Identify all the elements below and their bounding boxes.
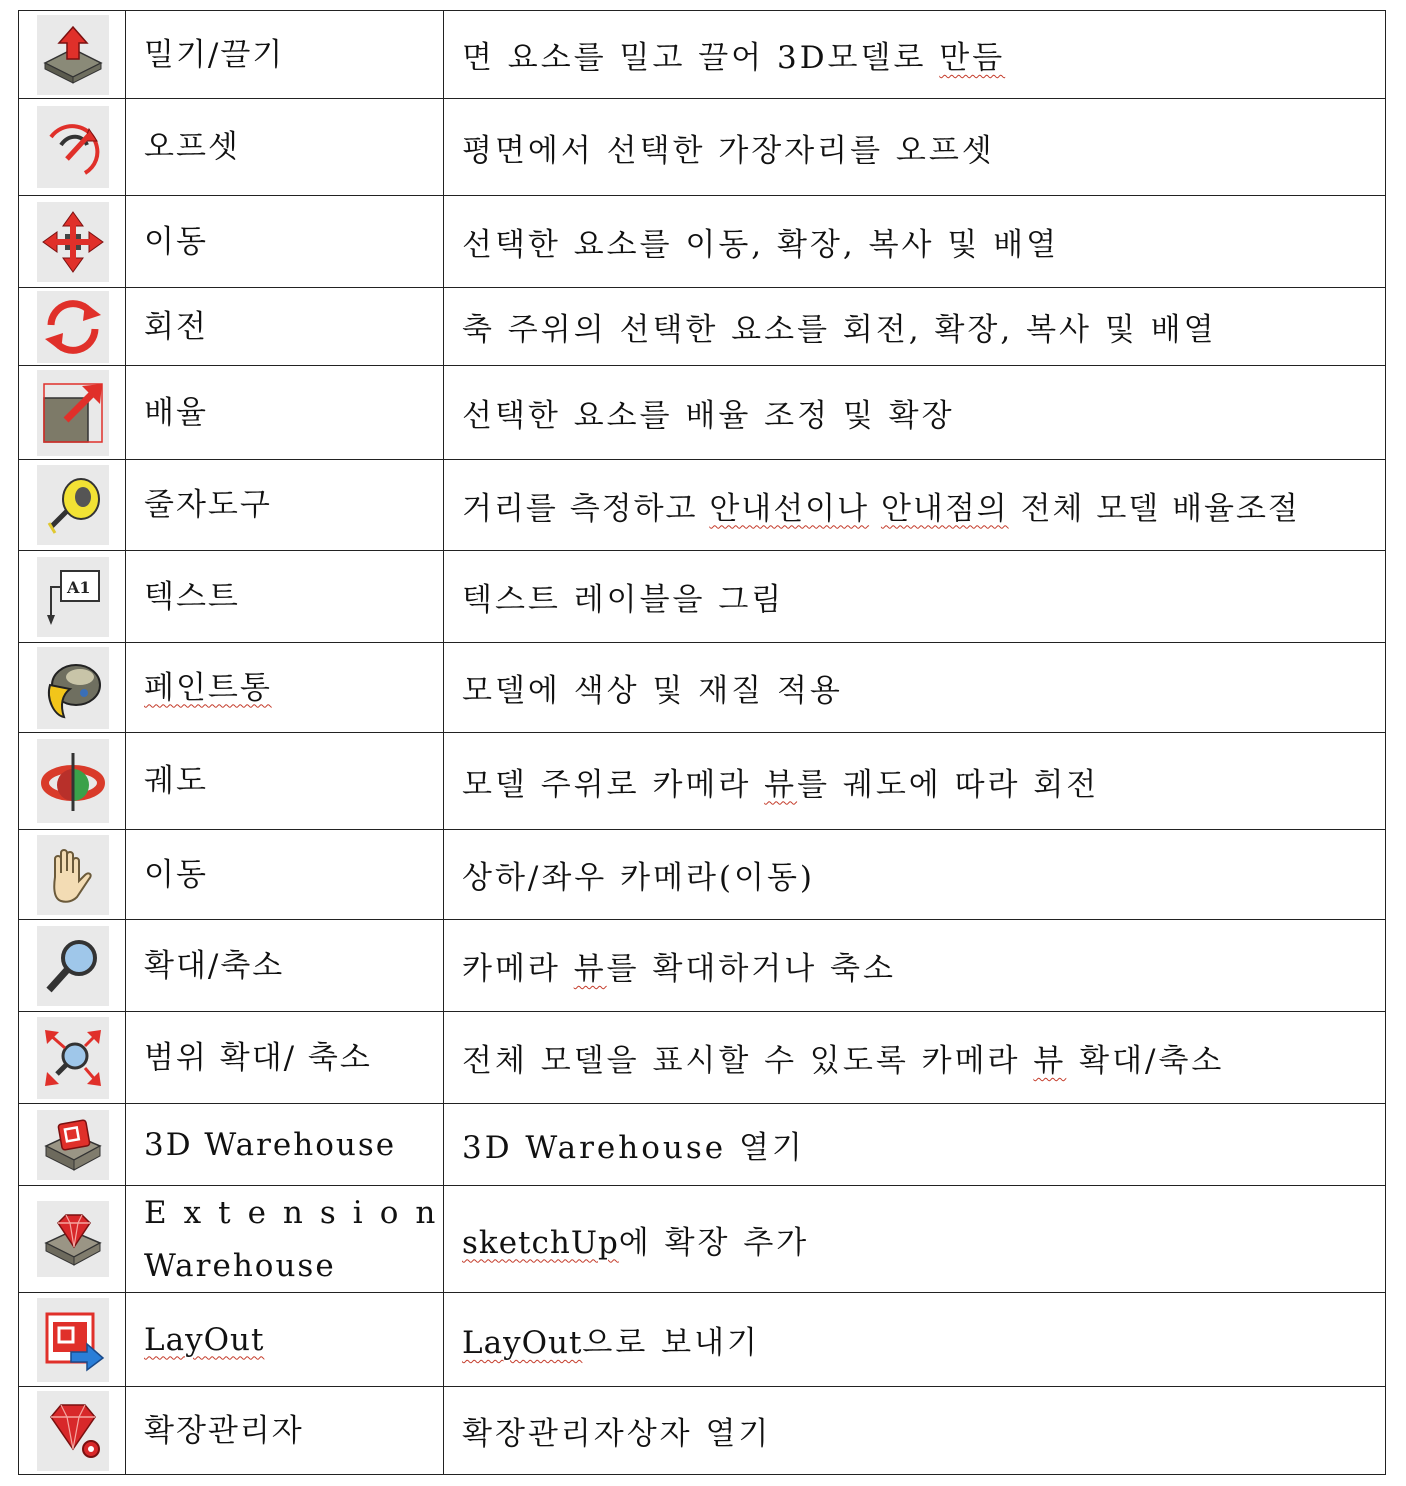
tool-description: 평면에서 선택한 가장자리를 오프셋 xyxy=(444,99,1386,196)
table-row xyxy=(19,1293,1386,1387)
tool-name: 이동 xyxy=(126,196,444,288)
icon-cell xyxy=(19,11,126,99)
table-row xyxy=(19,288,1386,366)
scale-icon xyxy=(37,370,109,456)
table-row xyxy=(19,1012,1386,1104)
icon-cell xyxy=(19,920,126,1012)
tool-description: 모델에 색상 및 재질 적용 xyxy=(444,643,1386,733)
tool-description: 텍스트 레이블을 그림 xyxy=(444,551,1386,643)
table-row xyxy=(19,643,1386,733)
tool-description: 전체 모델을 표시할 수 있도록 카메라 뷰 확대/축소 xyxy=(444,1012,1386,1104)
tool-name: 회전 xyxy=(126,288,444,366)
icon-cell xyxy=(19,1293,126,1387)
tool-description: 면 요소를 밀고 끌어 3D모델로 만듬 xyxy=(444,11,1386,99)
table-row xyxy=(19,11,1386,99)
extension-manager-icon xyxy=(37,1391,109,1471)
tool-name: 텍스트 xyxy=(126,551,444,643)
tool-name: LayOut xyxy=(126,1293,444,1387)
icon-cell xyxy=(19,1104,126,1186)
tool-description: sketchUp에 확장 추가 xyxy=(444,1186,1386,1293)
tool-name: 페인트통 xyxy=(126,643,444,733)
icon-cell xyxy=(19,99,126,196)
3d-warehouse-icon xyxy=(37,1110,109,1180)
tool-description: 모델 주위로 카메라 뷰를 궤도에 따라 회전 xyxy=(444,733,1386,830)
tool-name: 3D Warehouse xyxy=(126,1104,444,1186)
tool-name: 확대/축소 xyxy=(126,920,444,1012)
icon-cell xyxy=(19,830,126,920)
svg-text:A1: A1 xyxy=(67,577,91,597)
table-row xyxy=(19,551,1386,643)
tool-description: 상하/좌우 카메라(이동) xyxy=(444,830,1386,920)
pan-hand-icon xyxy=(37,835,109,915)
push-pull-icon xyxy=(37,15,109,95)
tools-table xyxy=(18,10,1386,1475)
rotate-icon xyxy=(37,291,109,363)
table-row xyxy=(19,460,1386,551)
table-row xyxy=(19,366,1386,460)
table-row xyxy=(19,920,1386,1012)
table-row xyxy=(19,1387,1386,1475)
tool-name: 밀기/끌기 xyxy=(126,11,444,99)
tool-description: 선택한 요소를 배율 조정 및 확장 xyxy=(444,366,1386,460)
icon-cell xyxy=(19,288,126,366)
paint-bucket-icon xyxy=(37,647,109,729)
icon-cell xyxy=(19,196,126,288)
move-icon xyxy=(37,202,109,282)
icon-cell xyxy=(19,460,126,551)
tool-description: 축 주위의 선택한 요소를 회전, 확장, 복사 및 배열 xyxy=(444,288,1386,366)
zoom-extents-icon xyxy=(37,1017,109,1099)
text-icon xyxy=(37,557,109,637)
tool-description: 거리를 측정하고 안내선이나 안내점의 전체 모델 배율조절 xyxy=(444,460,1386,551)
table-row xyxy=(19,196,1386,288)
tool-description: 카메라 뷰를 확대하거나 축소 xyxy=(444,920,1386,1012)
tool-name: 줄자도구 xyxy=(126,460,444,551)
table-row xyxy=(19,1104,1386,1186)
table-row xyxy=(19,99,1386,196)
tool-name: Extension Warehouse xyxy=(126,1186,444,1293)
tool-name: 궤도 xyxy=(126,733,444,830)
icon-cell xyxy=(19,551,126,643)
tool-name: 확장관리자 xyxy=(126,1387,444,1475)
extension-warehouse-icon xyxy=(37,1201,109,1277)
zoom-icon xyxy=(37,926,109,1006)
icon-cell xyxy=(19,366,126,460)
icon-cell xyxy=(19,643,126,733)
tool-description: 3D Warehouse 열기 xyxy=(444,1104,1386,1186)
icon-cell xyxy=(19,1186,126,1293)
icon-cell xyxy=(19,1012,126,1104)
layout-icon xyxy=(37,1298,109,1382)
tool-description: 선택한 요소를 이동, 확장, 복사 및 배열 xyxy=(444,196,1386,288)
icon-cell xyxy=(19,733,126,830)
tool-name: 이동 xyxy=(126,830,444,920)
orbit-icon xyxy=(37,739,109,823)
tool-description: LayOut으로 보내기 xyxy=(444,1293,1386,1387)
icon-cell xyxy=(19,1387,126,1475)
tool-name: 범위 확대/ 축소 xyxy=(126,1012,444,1104)
table-row xyxy=(19,830,1386,920)
tool-name: 오프셋 xyxy=(126,99,444,196)
tool-name: 배율 xyxy=(126,366,444,460)
table-row xyxy=(19,733,1386,830)
tool-description: 확장관리자상자 열기 xyxy=(444,1387,1386,1475)
offset-icon xyxy=(37,106,109,188)
tape-measure-icon xyxy=(37,465,109,545)
table-row xyxy=(19,1186,1386,1293)
